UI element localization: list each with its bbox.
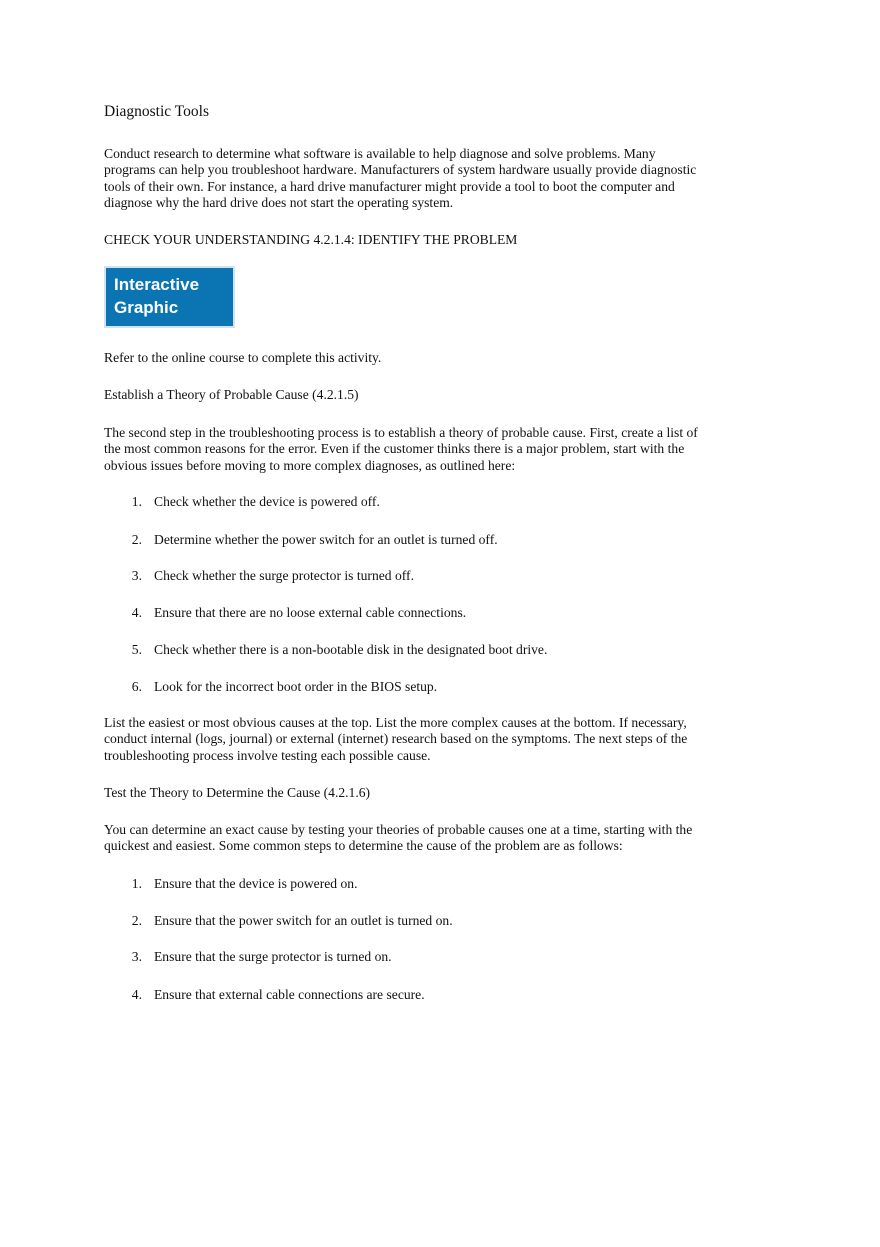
graphic-line-2: Graphic: [114, 298, 179, 317]
paragraph: List the easiest or most obvious causes at the top. List the more complex causes at the bottom. If necessary, conduct internal (logs, journal) or external (internet) research based on the symptoms. The next steps of the troubleshooting process involve testing each possible cause.: [104, 715, 688, 763]
paragraph: The second step in the troubleshooting process is to establish a theory of probable cause. First, create a list of the most common reasons for the error. Even if the customer thinks there is a major problem, start with the obvious issues before moving to more complex diagnoses, as outlined here:: [104, 425, 698, 473]
list-text: Ensure that the device is powered on.: [154, 876, 358, 891]
list-text: Check whether the device is powered off.: [154, 494, 380, 509]
interactive-graphic-label: [106, 268, 233, 326]
list-number: 4.: [131, 987, 142, 1002]
list-text: Ensure that the power switch for an outlet is turned on.: [154, 913, 453, 928]
list-number: 3.: [131, 568, 142, 583]
list-number: 4.: [131, 605, 142, 620]
section-title-diagnostic-tools: Diagnostic Tools: [104, 103, 209, 120]
section-title-test-theory: Test the Theory to Determine the Cause (4.2.1.6): [104, 785, 371, 800]
list-number: 1.: [131, 876, 142, 891]
list-text: Ensure that there are no loose external cable connections.: [154, 605, 467, 620]
list-number: 6.: [131, 679, 142, 694]
list-number: 5.: [131, 642, 142, 657]
list-number: 2.: [131, 532, 142, 547]
graphic-line-1: Interactive: [114, 275, 200, 294]
paragraph: Conduct research to determine what software is available to help diagnose and solve problems. Many programs can help you troubleshoot hardware. Manufacturers of system hardware usually provide diagnostic tools of their own. For instance, a hard drive manufacturer might provide a tool to boot the computer and diagnose why the hard drive does not start the operating system.: [104, 146, 697, 210]
list-text: Determine whether the power switch for an outlet is turned off.: [154, 532, 498, 547]
section-title-probable-cause: Establish a Theory of Probable Cause (4.2.1.5): [104, 387, 359, 402]
list-number: 1.: [131, 494, 142, 509]
list-text: Look for the incorrect boot order in the BIOS setup.: [154, 679, 438, 694]
list-text: Ensure that the surge protector is turned on.: [154, 949, 392, 964]
list-text: Check whether the surge protector is turned off.: [154, 568, 414, 583]
list-text: Check whether there is a non-bootable disk in the designated boot drive.: [154, 642, 548, 657]
list-text: Ensure that external cable connections are secure.: [154, 987, 425, 1002]
list-number: 3.: [131, 949, 142, 964]
paragraph: You can determine an exact cause by testing your theories of probable causes one at a time, starting with the quickest and easiest. Some common steps to determine the cause of the problem are as follows:: [104, 822, 693, 854]
refer-text: Refer to the online course to complete this activity.: [104, 350, 382, 365]
list-number: 2.: [131, 913, 142, 928]
interactive-graphic-button[interactable]: [104, 266, 235, 328]
check-heading: CHECK YOUR UNDERSTANDING 4.2.1.4: IDENTIFY THE PROBLEM: [104, 232, 518, 247]
